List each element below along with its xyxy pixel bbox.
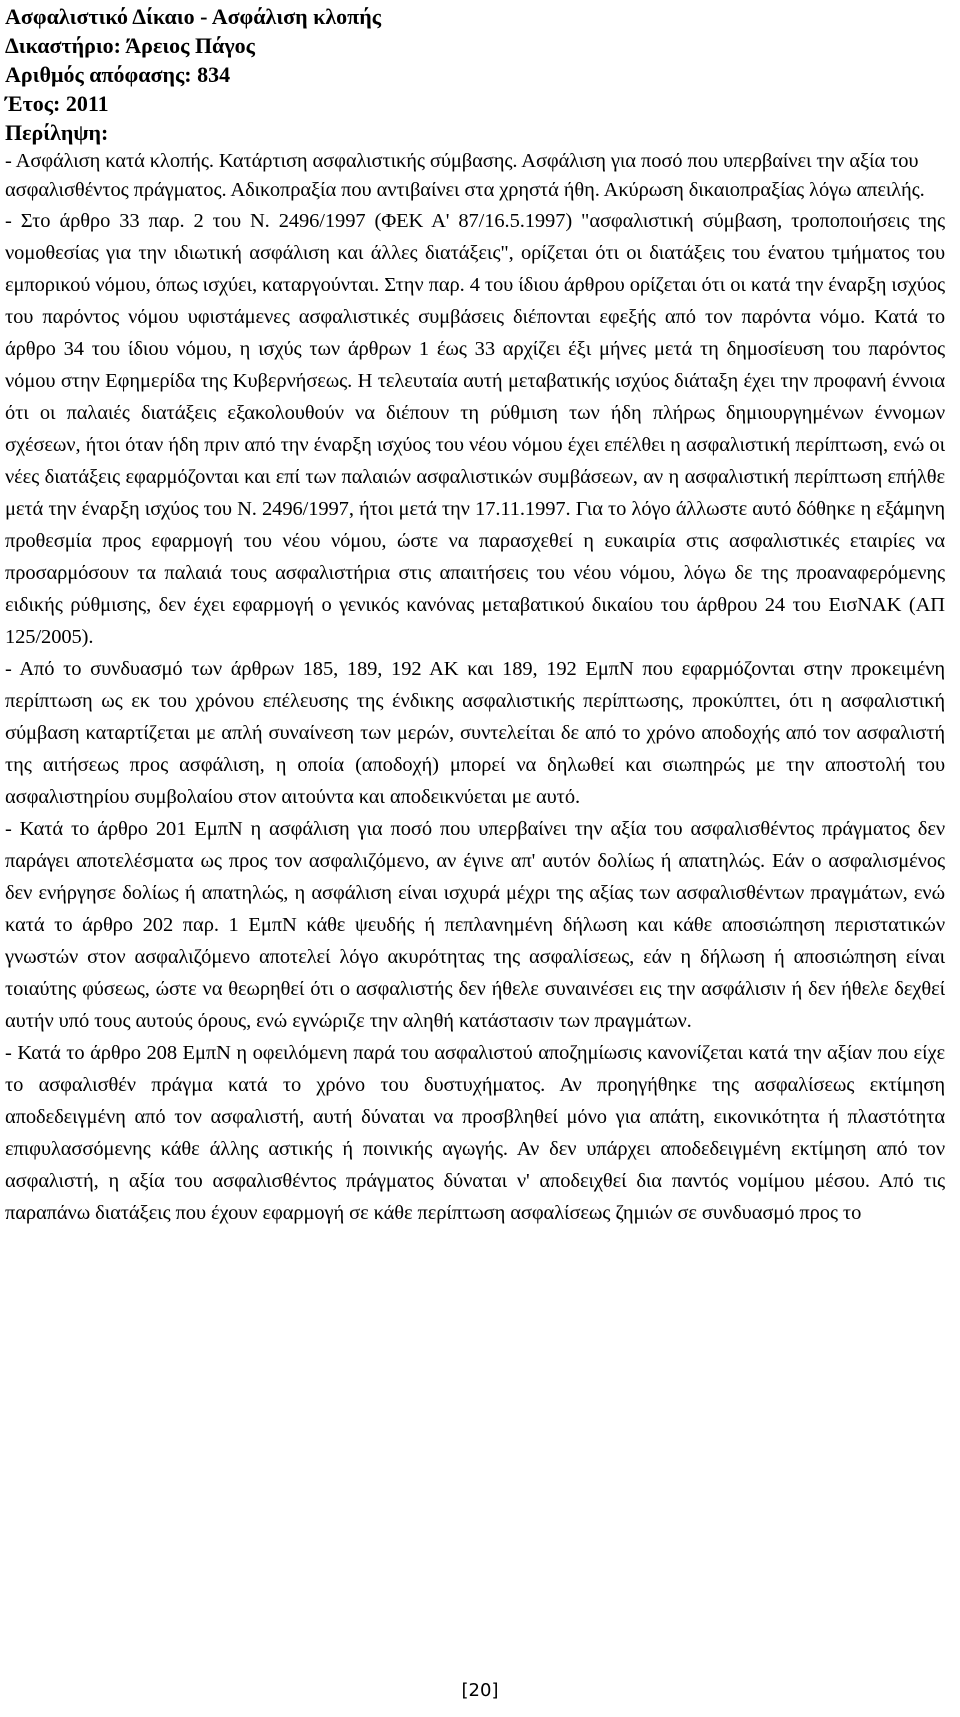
- summary-paragraph-2: - Από το συνδυασμό των άρθρων 185, 189, 192 ΑΚ και 189, 192 ΕμπΝ που εφαρμόζονται στην προκειμένη περίπτωση ως εκ του χρόνου επέλευσης της ένδικης ασφαλιστικής περίπτωσης, προκύπτει, ότι η ασφαλιστική σύμβαση καταρτίζεται με απλή συναίνεση των μερών, συντελείται δε από το χρόνο αποδοχής από τον ασφαλιστή της αιτήσεως προς ασφάλιση, η οποία (αποδοχή) μπορεί να δηλωθεί και σιωπηρώς με την αποστολή του ασφαλιστηρίου συμβολαίου στον αιτούντα και αποδεικνύεται με αυτό.: [5, 658, 945, 808]
- summary-body: [5, 147, 945, 1229]
- summary-label: Περίληψη:: [5, 120, 109, 145]
- year-line: Έτος: 2011: [5, 91, 109, 116]
- summary-paragraph-3: - Κατά το άρθρο 201 ΕμπΝ η ασφάλιση για ποσό που υπερβαίνει την αξία του ασφαλισθέντος πράγματος δεν παράγει αποτελέσματα ως προς τον ασφαλιζόμενο, αν έγινε απ' αυτόν δολίως ή απατηλώς. Εάν ο ασφαλισμένος δεν ενήργησε δολίως ή απατηλώς, η ασφάλιση είναι ισχυρά μέχρι της αξίας των ασφαλισθέντων πραγμάτων, ενώ κατά το άρθρο 202 παρ. 1 ΕμπΝ κάθε ψευδής ή πεπλανημένη δήλωση και κάθε αποσιώπηση περιστατικών γνωστών στον ασφαλιζόμενο αποτελεί λόγο ακυρότητας της ασφαλίσεως, εάν η δήλωση ή αποσιώπηση είναι τοιαύτης φύσεως, ώστε να θεωρηθεί ότι ο ασφαλιστής δεν ήθελε συναινέσει εις την ασφάλισιν ή δεν ήθελε δεχθεί αυτήν υπό τους αυτούς όρους, ενώ εγνώριζε την αληθή κατάστασιν των πραγμάτων.: [5, 818, 945, 1032]
- document-title: Ασφαλιστικό Δίκαιο - Ασφάλιση κλοπής: [5, 4, 381, 29]
- document-page: [5, 0, 945, 1229]
- decision-number-line: Αριθμός απόφασης: 834: [5, 62, 231, 87]
- document-header: [5, 2, 945, 147]
- court-line: Δικαστήριο: Άρειος Πάγος: [5, 33, 255, 58]
- summary-intro-paragraph: - Ασφάλιση κατά κλοπής. Κατάρτιση ασφαλιστικής σύμβασης. Ασφάλιση για ποσό που υπερβαίνει την αξία του ασφαλισθέντος πράγματος. Αδικοπραξία που αντιβαίνει στα χρηστά ήθη. Ακύρωση δικαιοπραξίας λόγω απειλής.: [5, 150, 925, 201]
- summary-paragraph-4: - Κατά το άρθρο 208 ΕμπΝ η οφειλόμενη παρά του ασφαλιστού αποζημίωσις κανονίζεται κατά την αξίαν που είχε το ασφαλισθέν πράγμα κατά το χρόνο του δυστυχήματος. Αν προηγήθηκε της ασφαλίσεως εκτίμηση αποδεδειγμένη από τον ασφαλιστή, αυτή δύναται να προσβληθεί μόνο για απάτη, εικονικότητα ή πλαστότητα επιφυλασσόμενης κάθε άλλης αστικής ή ποινικής αγωγής. Αν δεν υπάρχει αποδεδειγμένη εκτίμηση από τον ασφαλιστή, η αξία του ασφαλισθέντος πράγματος δύναται ν' αποδειχθεί δια παντός νομίμου μέσου. Από τις παραπάνω διατάξεις που έχουν εφαρμογή σε κάθε περίπτωση ασφαλίσεως ζημιών σε συνδυασμό προς το: [5, 1042, 945, 1224]
- page-number: [20]: [461, 1680, 499, 1701]
- summary-paragraph-1: - Στο άρθρο 33 παρ. 2 του Ν. 2496/1997 (ΦΕΚ Α' 87/16.5.1997) "ασφαλιστική σύμβαση, τροποποιήσεις της νομοθεσίας για την ιδιωτική ασφάλιση και άλλες διατάξεις", ορίζεται ότι οι διατάξεις του ένατου τμήματος του εμπορικού νόμου, όπως ισχύει, καταργούνται. Στην παρ. 4 του ίδιου άρθρου ορίζεται ότι οι κατά την έναρξη ισχύος του παρόντος νόμου υφιστάμενες ασφαλιστικές συμβάσεις διέπονται εφεξής από τον παρόντα νόμο. Κατά το άρθρο 34 του ίδιου νόμου, η ισχύς των άρθρων 1 έως 33 αρχίζει έξι μήνες μετά τη δημοσίευση του παρόντος νόμου στην Εφημερίδα της Κυβερνήσεως. Η τελευταία αυτή μεταβατικής ισχύος διάταξη έχει την προφανή έννοια ότι οι παλαιές διατάξεις εξακολουθούν να διέπουν τη ρύθμιση των ήδη πλήρως δημιουργημένων έννομων σχέσεων, ήτοι όταν ήδη πριν από την έναρξη ισχύος του νέου νόμου έχει επέλθει η ασφαλιστική περίπτωση, ενώ οι νέες διατάξεις εφαρμόζονται και επί των παλαιών ασφαλιστικών συμβάσεων, αν η ασφαλιστική περίπτωση επήλθε μετά την έναρξη ισχύος του Ν. 2496/1997, ήτοι μετά την 17.11.1997. Για το λόγο άλλωστε αυτό δόθηκε η εξάμηνη προθεσμία προς εφαρμογή του νέου νόμου, ώστε να παρασχεθεί η ευκαιρία στις ασφαλιστικές εταιρίες να προσαρμόσουν τα παλαιά τους ασφαλιστήρια στις απαιτήσεις του νέου νόμου, λόγω δε της προαναφερόμενης ειδικής ρύθμισης, δεν έχει εφαρμογή ο γενικός κανόνας μεταβατικού δικαίου του άρθρου 24 του ΕισΝΑΚ (ΑΠ 125/2005).: [5, 210, 945, 648]
